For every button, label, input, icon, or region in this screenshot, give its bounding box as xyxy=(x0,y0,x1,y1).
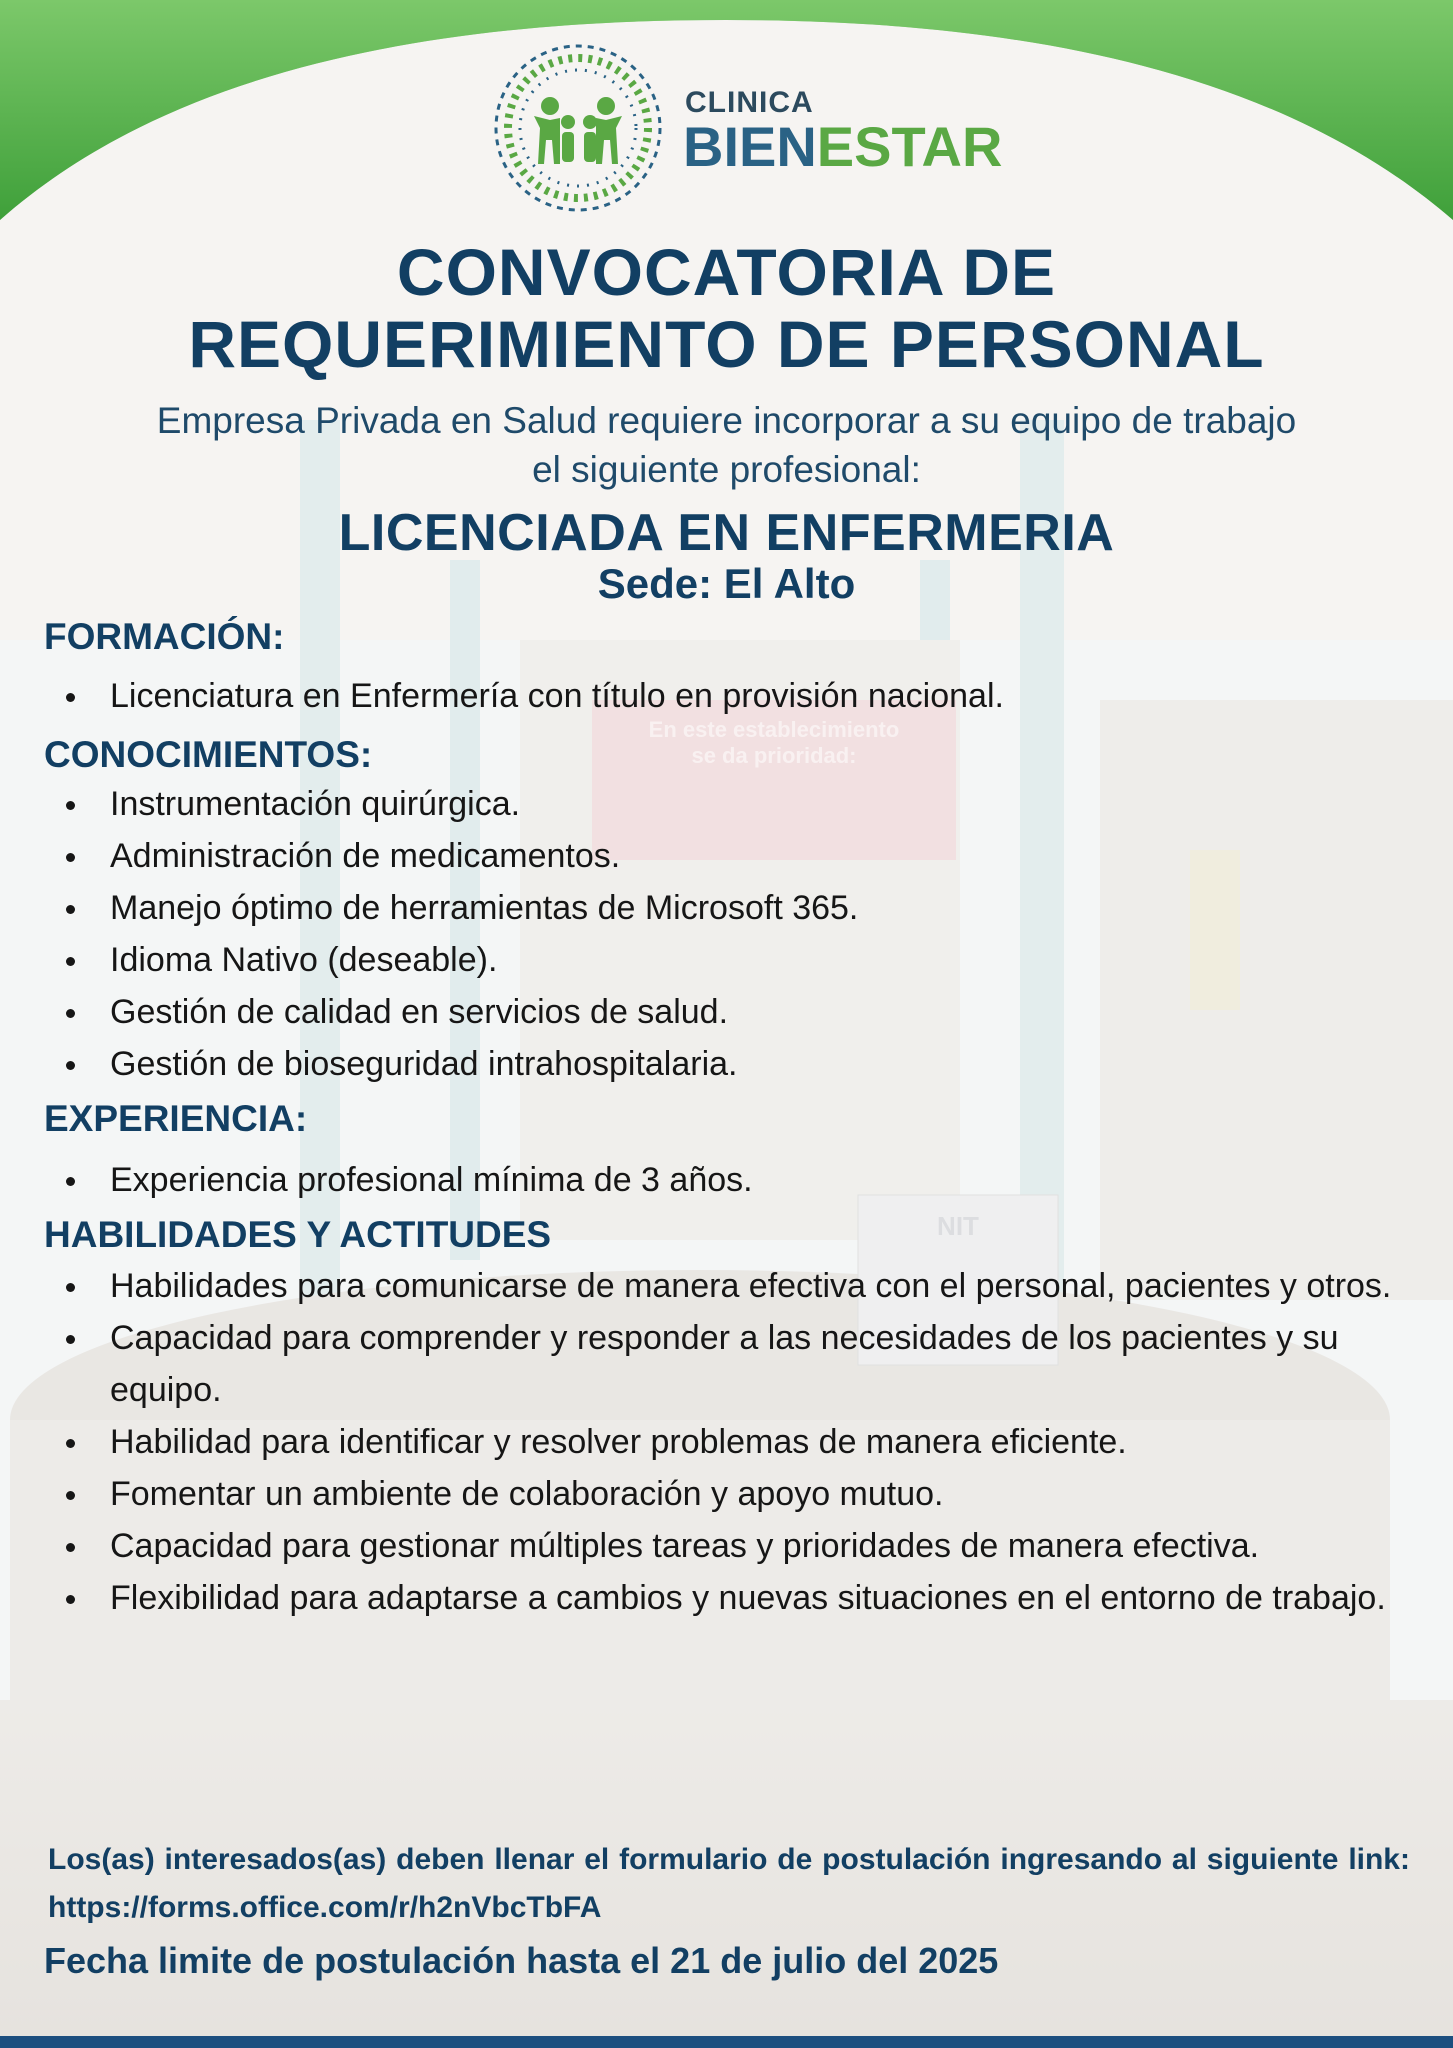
intro-line-1: Empresa Privada en Salud requiere incorporar a su equipo de trabajo xyxy=(156,400,1297,441)
logo-text-bien: BIEN xyxy=(683,115,817,178)
list-item: Licenciatura en Enfermería con título en provisión nacional. xyxy=(56,670,1426,722)
position-location: Sede: El Alto xyxy=(597,560,856,607)
intro-line-2: el siguiente profesional: xyxy=(532,449,921,490)
svg-text:NIT: NIT xyxy=(937,1211,979,1241)
position-title: LICENCIADA EN ENFERMERIA xyxy=(338,504,1115,562)
logo-text-estar: ESTAR xyxy=(816,115,1003,178)
list-item: Habilidad para identificar y resolver problemas de manera eficiente. xyxy=(56,1416,1426,1468)
section-heading-conocimientos: CONOCIMIENTOS: xyxy=(44,734,373,775)
list-item: Instrumentación quirúrgica. xyxy=(56,778,1426,830)
list-formacion xyxy=(56,670,1426,722)
list-item: Gestión de bioseguridad intrahospitalaria. xyxy=(56,1038,1426,1090)
application-instructions: Los(as) interesados(as) deben llenar el formulario de postulación ingresando al siguiente link: https://forms.office.com/r/h2nVbcTbFA xyxy=(48,1843,1410,1924)
list-habilidades xyxy=(56,1260,1426,1624)
application-deadline: Fecha limite de postulación hasta el 21 de julio del 2025 xyxy=(44,1940,999,1981)
bottom-bar xyxy=(0,2036,1453,2048)
list-item: Habilidades para comunicarse de manera efectiva con el personal, pacientes y otros. xyxy=(56,1260,1426,1312)
priority-sign-line1: En este establecimiento xyxy=(648,717,900,742)
list-item: Gestión de calidad en servicios de salud. xyxy=(56,986,1426,1038)
list-experiencia xyxy=(56,1154,1426,1206)
list-item: Idioma Nativo (deseable). xyxy=(56,934,1426,986)
section-heading-experiencia: EXPERIENCIA: xyxy=(44,1098,308,1139)
logo-text-clinica: CLINICA xyxy=(685,86,814,119)
title-line-1: CONVOCATORIA DE xyxy=(396,235,1057,309)
section-heading-habilidades: HABILIDADES Y ACTITUDES xyxy=(44,1214,552,1255)
logo-text-bienestar xyxy=(683,114,1002,179)
list-item: Administración de medicamentos. xyxy=(56,830,1426,882)
list-item: Experiencia profesional mínima de 3 años. xyxy=(56,1154,1426,1206)
list-item: Fomentar un ambiente de colaboración y apoyo mutuo. xyxy=(56,1468,1426,1520)
priority-sign-line2: se da prioridad: xyxy=(691,743,857,768)
list-item: Flexibilidad para adaptarse a cambios y nuevas situaciones en el entorno de trabajo. xyxy=(56,1572,1426,1624)
title-line-2: REQUERIMIENTO DE PERSONAL xyxy=(188,307,1265,381)
section-heading-formacion: FORMACIÓN: xyxy=(44,616,285,657)
list-item: Capacidad para gestionar múltiples tareas y prioridades de manera efectiva. xyxy=(56,1520,1426,1572)
list-item: Capacidad para comprender y responder a las necesidades de los pacientes y su equipo. xyxy=(56,1312,1426,1416)
list-item: Manejo óptimo de herramientas de Microsoft 365. xyxy=(56,882,1426,934)
list-conocimientos xyxy=(56,778,1426,1090)
